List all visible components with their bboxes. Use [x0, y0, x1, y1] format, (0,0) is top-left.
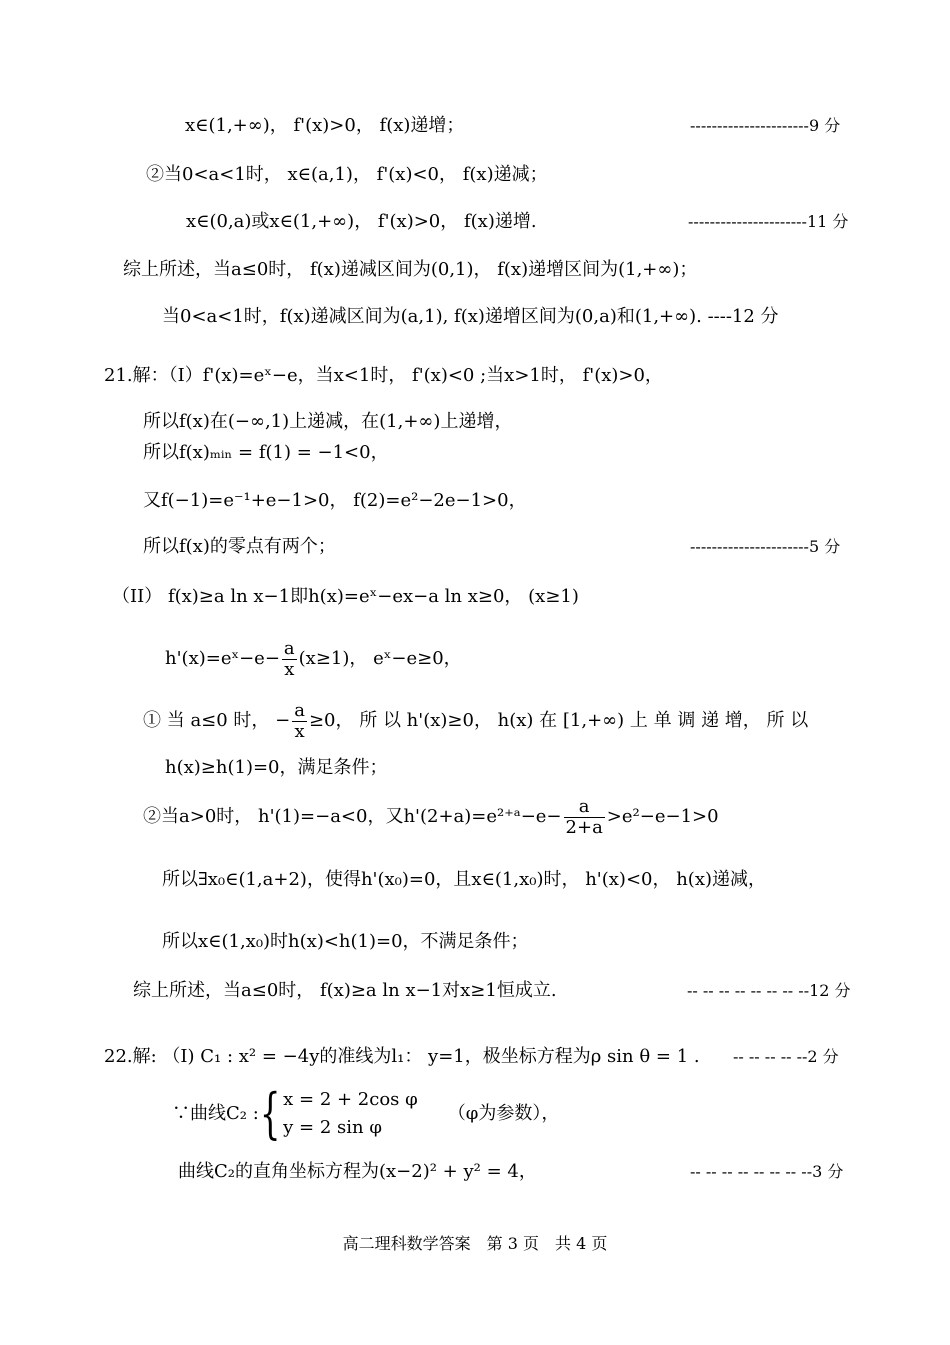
line-1: x∈(1,+∞)， f'(x)>0， f(x)递增；	[185, 115, 465, 136]
parametric-system	[283, 1086, 418, 1142]
score-12: -- -- -- -- -- -- -- --12 分	[687, 981, 851, 1000]
line-10: 所以f(x)的零点有两个；	[143, 536, 336, 557]
hprime-condition: (x≥1)， eˣ−e≥0，	[298, 648, 462, 669]
fraction-a-over-x-2	[292, 701, 307, 742]
line-8: 所以f(x)ₘᵢₙ = f(1) = −1<0，	[143, 442, 389, 463]
curve-c2-label: ∵曲线C₂ :	[172, 1103, 259, 1124]
fraction-denominator: x	[284, 658, 295, 680]
case1-start: ① 当 a≤0 时， −	[143, 710, 291, 731]
left-brace: {	[259, 1082, 281, 1145]
case2-start: ②当a>0时， h'(1)=−a<0，又h'(2+a)=e²⁺ᵃ−e−	[143, 806, 562, 827]
line-4: 综上所述，当a≤0时， f(x)递减区间为(0,1)， f(x)递增区间为(1,+∞)；	[123, 259, 698, 280]
line-5: 当0<a<1时，f(x)递减区间为(a,1), f(x)递增区间为(0,a)和(1,+∞). ----12 分	[162, 306, 779, 327]
score-11: ----------------------11 分	[688, 212, 849, 231]
line-19: 22.解: （I) C₁ : x² = −4y的准线为l₁： y=1，极坐标方程为ρ sin θ = 1 .	[104, 1046, 700, 1067]
fraction-denominator: 2+a	[565, 816, 603, 838]
line-3: x∈(0,a)或x∈(1,+∞)， f'(x)>0， f(x)递增.	[186, 211, 537, 232]
fraction-numerator: a	[564, 797, 605, 818]
case2-rest: >e²−e−1>0	[606, 806, 719, 827]
line-15	[143, 792, 719, 842]
line-16: 所以∃x₀∈(1,a+2)，使得h'(x₀)=0，且x∈(1,x₀)时， h'(x)<0， h(x)递减，	[162, 869, 766, 890]
line-7: 所以f(x)在(−∞,1)上递减，在(1,+∞)上递增，	[143, 411, 513, 432]
score-5: ----------------------5 分	[690, 537, 841, 556]
line-11: （II） f(x)≥a ln x−1即h(x)=eˣ−ex−a ln x≥0， (x≥1)	[112, 586, 579, 607]
line-17: 所以x∈(1,x₀)时h(x)<h(1)=0，不满足条件；	[162, 931, 529, 952]
fraction-denominator: x	[294, 720, 305, 742]
system-equation-y: y = 2 sin φ	[283, 1117, 382, 1138]
page-footer: 高二理科数学答案 第 3 页 共 4 页	[342, 1234, 608, 1253]
fraction-numerator: a	[294, 699, 305, 721]
fraction-a-over-x	[282, 639, 297, 680]
line-2: ②当0<a<1时， x∈(a,1)， f'(x)<0， f(x)递减；	[146, 164, 548, 185]
parameter-note: （φ为参数），	[447, 1103, 560, 1124]
fraction-numerator: a	[283, 637, 295, 659]
hprime-expression: h'(x)=eˣ−e−	[165, 648, 280, 669]
line-21: 曲线C₂的直角坐标方程为(x−2)² + y² = 4，	[178, 1161, 537, 1182]
line-14: h(x)≥h(1)=0，满足条件；	[165, 757, 388, 778]
line-9: 又f(−1)=e⁻¹+e−1>0， f(2)=e²−2e−1>0，	[143, 490, 527, 511]
line-13	[143, 696, 808, 746]
system-equation-x: x = 2 + 2cos φ	[283, 1089, 418, 1110]
line-6: 21.解：（I）f'(x)=eˣ−e，当x<1时， f'(x)<0 ;当x>1时， f'(x)>0，	[104, 365, 663, 386]
line-18: 综上所述，当a≤0时， f(x)≥a ln x−1对x≥1恒成立.	[133, 980, 557, 1001]
line-20	[172, 1084, 559, 1144]
line-12	[165, 634, 462, 684]
case1-rest: ≥0， 所 以 h'(x)≥0， h(x) 在 [1,+∞) 上 单 调 递 增， 所 以	[308, 710, 809, 731]
score-3: -- -- -- -- -- -- -- --3 分	[690, 1162, 844, 1181]
fraction-a-over-2-plus-a	[564, 797, 605, 838]
score-2: -- -- -- -- --2 分	[733, 1047, 839, 1066]
score-9: ----------------------9 分	[690, 116, 841, 135]
